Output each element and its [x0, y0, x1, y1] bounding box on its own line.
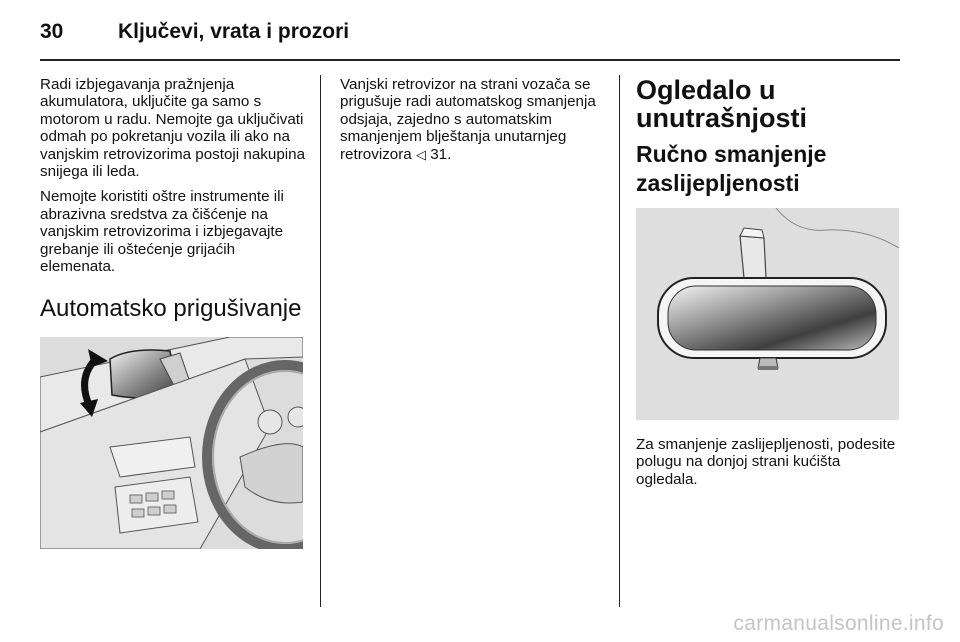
- paragraph: Radi izbjegavanja pražnjenja akumulatora, uključite ga samo s motorom u radu. Nemojte ga uključivati odmah po pokretanju vozila ili ako na vanjskim retrovizorima postoji nakupina snijega ili leda.: [40, 76, 306, 181]
- page-header: [40, 14, 900, 58]
- sub-heading: Ručno smanjenje zaslijepljenosti: [636, 141, 827, 196]
- paragraph-text: Vanjski retrovizor na strani vozača se prigušuje radi automatskog smanjenja odsjaja, zajedno s automatskim smanjenjem blještanja unutarnjeg retrovizora: [340, 76, 596, 163]
- chapter-title: Ključevi, vrata i prozori: [118, 20, 350, 43]
- page-number: 30: [40, 20, 64, 43]
- paragraph: [340, 76, 605, 164]
- column-1: [40, 76, 310, 549]
- triangle-arrow-icon: ◁: [415, 147, 426, 163]
- paragraph: Nemojte koristiti oštre instrumente ili abrazivna sredstva za čišćenje na vanjskim retrovizorima i izbjegavajte grebanje ili oštećenje grijaćih elemenata.: [40, 188, 284, 276]
- column-3: [636, 76, 904, 496]
- rearview-mirror-illustration: [636, 208, 899, 420]
- paragraph: Za smanjenje zaslijepljenosti, podesite polugu na donjoj strani kućišta ogledala.: [636, 436, 896, 488]
- column-divider: [320, 75, 321, 607]
- section-heading: Automatsko prigušivanje: [40, 295, 302, 323]
- column-2: [340, 76, 605, 172]
- watermark: carmanualsonline.info: [733, 612, 944, 635]
- column-divider: [619, 75, 620, 607]
- page-reference[interactable]: 31.: [430, 145, 452, 163]
- main-heading: Ogledalo u unutrašnjosti: [636, 75, 808, 133]
- header-rule: [40, 59, 900, 61]
- car-door-mirror-illustration: [40, 337, 303, 549]
